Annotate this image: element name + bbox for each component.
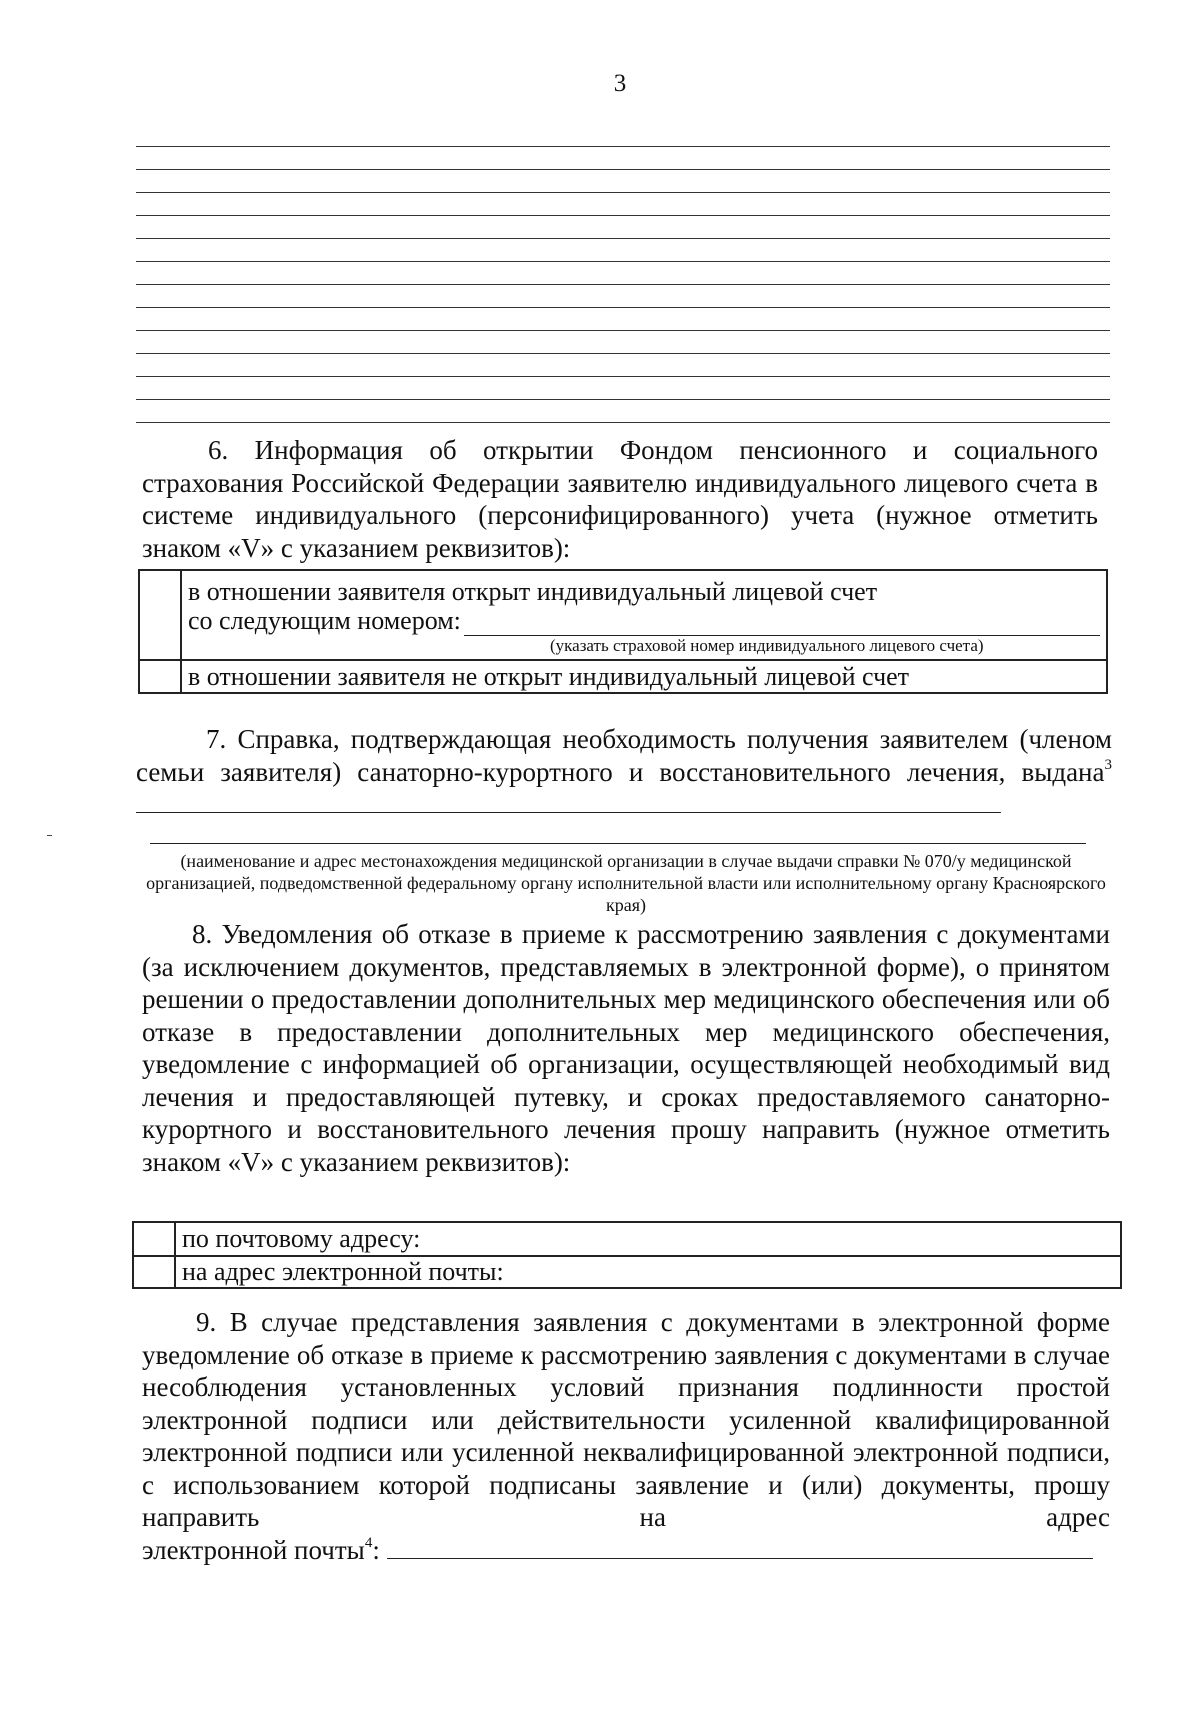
blank-line[interactable]: [136, 354, 1110, 377]
footnote-3: 3: [1104, 756, 1112, 773]
option-postal-address: по почтовому адресу:: [182, 1224, 421, 1253]
blank-line[interactable]: [136, 262, 1110, 285]
blank-line[interactable]: [136, 285, 1110, 308]
email-colon: :: [372, 1535, 380, 1565]
section-6-text: 6. Информация об открытии Фондом пенсионного и социального страхования Российской Федерации заявителю индивидуального лицевого счета в системе индивидуального (персонифицированного) учета (нужное отметить знаком «V» с указанием реквизитов):: [142, 435, 1098, 563]
page-number: 3: [613, 70, 627, 97]
blank-line[interactable]: [136, 170, 1110, 193]
account-status-table: [138, 569, 1108, 694]
blank-fill-lines: [136, 124, 1110, 423]
email-label: электронной почты: [142, 1535, 365, 1565]
blank-line[interactable]: [136, 147, 1110, 170]
blank-line[interactable]: [136, 193, 1110, 216]
margin-mark: [47, 835, 52, 836]
checkbox-column-divider: [180, 571, 182, 692]
issuer-caption: (наименование и адрес местонахождения медицинской организации в случае выдачи справки № 070/у медицинской организацией, подведомственной федеральному органу исполнительной власти или исполнительному органу Красноярского края): [146, 851, 1106, 915]
notification-method-table: [132, 1221, 1122, 1289]
issuer-field-second-line[interactable]: [150, 843, 1086, 844]
blank-line[interactable]: [136, 124, 1110, 147]
blank-line[interactable]: [136, 308, 1110, 331]
section-7-body: 7. Справка, подтверждающая необходимость получения заявителем (членом семьи заявителя) санаторно-курортного и восстановительного лечения, выдана: [136, 724, 1112, 787]
section-8-text: 8. Уведомления об отказе в приеме к рассмотрению заявления с документами (за исключением документов, представляемых в электронной форме), о принятом решении о предоставлении дополнительных мер медицинского обеспечения или об отказе в предоставлении дополнительных мер медицинского обеспечения, уведомление с информацией об организации, осуществляющей необходимый вид лечения и предоставляющей путевку, и сроках предоставляемого санаторно-курортного и восстановительного лечения прошу направить (нужное отметить знаком «V» с указанием реквизитов):: [142, 919, 1110, 1177]
section-9-text: 9. В случае представления заявления с документами в электронной форме уведомление об отказе в приеме к рассмотрению заявления с документами в случае несоблюдения установленных условий признания подлинности простой электронной подписи или действительности усиленной квалифицированной электронной подписи или усиленной неквалифицированной электронной подписи, с использованием которой подписаны заявление и (или) документы, прошу направить на адрес: [142, 1307, 1110, 1532]
option-email-address: на адрес электронной почты:: [182, 1257, 504, 1286]
account-number-hint: (указать страховой номер индивидуального лицевого счета): [550, 636, 984, 655]
blank-line[interactable]: [136, 331, 1110, 354]
row-divider: [140, 659, 1106, 661]
blank-line[interactable]: [136, 377, 1110, 400]
section-7-text: [136, 723, 1112, 821]
option-account-opened: в отношении заявителя открыт индивидуальный лицевой счет: [188, 577, 878, 606]
issuer-field[interactable]: [136, 790, 1001, 813]
email-field[interactable]: [387, 1536, 1093, 1559]
footnote-4: 4: [364, 1535, 373, 1551]
blank-line[interactable]: [136, 216, 1110, 239]
blank-line[interactable]: [136, 400, 1110, 423]
section-9-email-line: [142, 1534, 1093, 1567]
account-number-label: со следующим номером:: [188, 606, 461, 635]
option-account-not-opened: в отношении заявителя не открыт индивидуальный лицевой счет: [188, 662, 910, 691]
blank-line[interactable]: [136, 239, 1110, 262]
